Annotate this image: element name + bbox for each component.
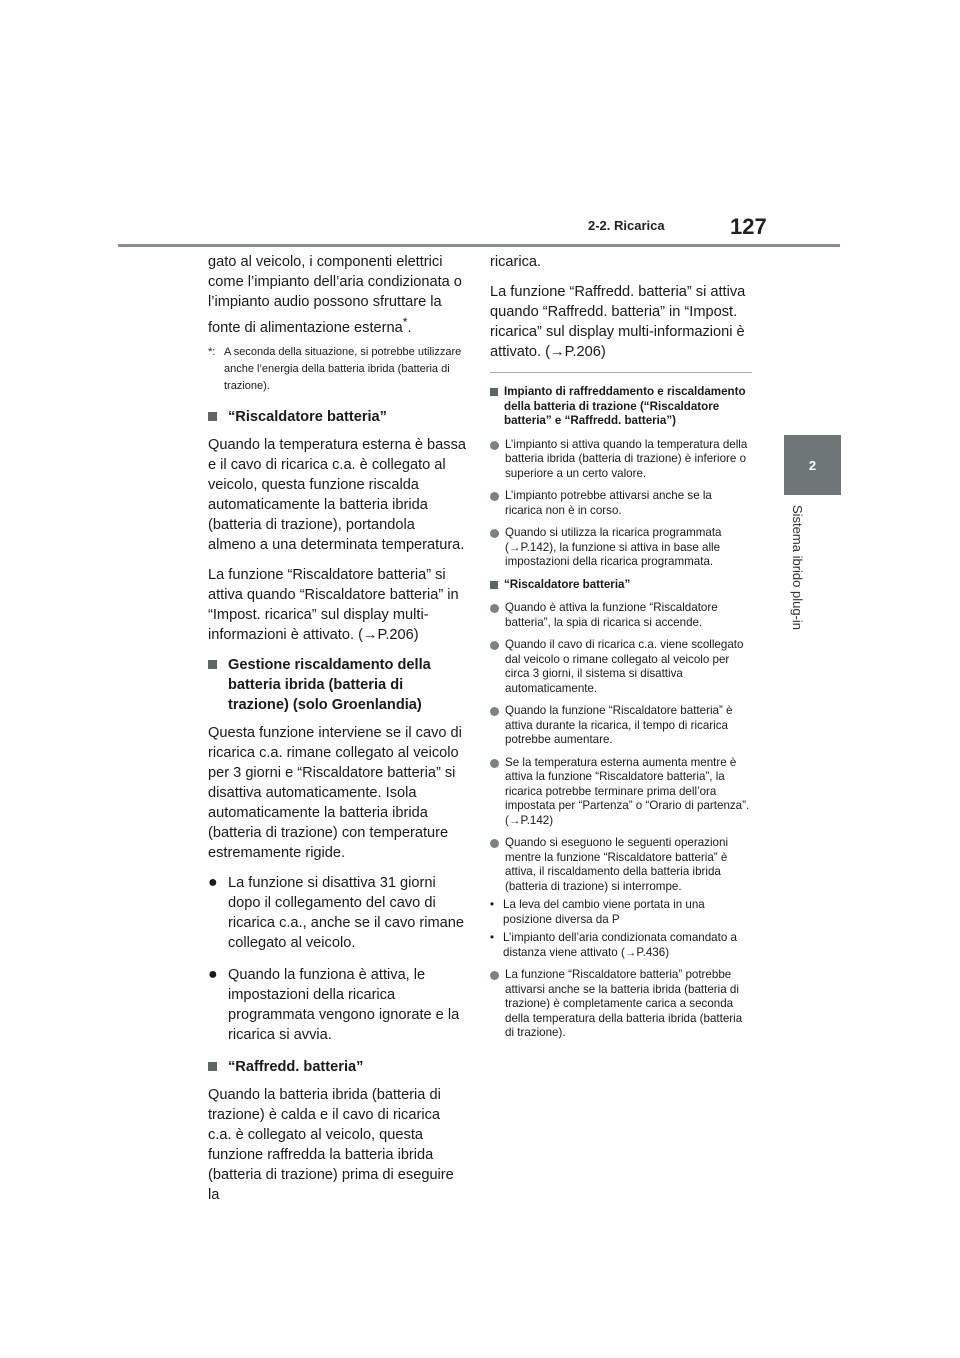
section-title: 2-2. Ricarica xyxy=(588,218,665,233)
circle-bullet-icon xyxy=(490,641,499,650)
square-marker-icon xyxy=(208,1062,217,1071)
list-item: ● La funzione si disattiva 31 giorni dopo il collegamento del cavo di ricarica c.a., anche se il cavo rimane collegato al veicolo. xyxy=(208,873,465,951)
bullet-icon: ● xyxy=(208,873,218,891)
square-marker-icon xyxy=(208,660,217,669)
header-divider xyxy=(118,244,840,247)
info-item: L’impianto potrebbe attivarsi anche se la ricarica non è in corso. xyxy=(490,489,752,518)
circle-bullet-icon xyxy=(490,971,499,980)
circle-bullet-icon xyxy=(490,759,499,768)
square-marker-icon xyxy=(490,581,498,589)
chapter-label: Sistema ibrido plug-in xyxy=(790,505,805,631)
circle-bullet-icon xyxy=(490,441,499,450)
circle-bullet-icon xyxy=(490,529,499,538)
info-item: Quando si utilizza la ricarica programmata (→P.142), la funzione si attiva in base alle impostazioni della ricarica programmata. xyxy=(490,526,752,570)
info-item: Quando è attiva la funzione “Riscaldatore batteria”, la spia di ricarica si accende. xyxy=(490,601,752,630)
dot-bullet-icon: • xyxy=(490,898,495,911)
info-item: L’impianto si attiva quando la temperatura della batteria ibrida (batteria di trazione) è inferiore o superiore a un certo valore. xyxy=(490,438,752,482)
section-heading: “Raffredd. batteria” xyxy=(208,1057,466,1077)
info-item: Se la temperatura esterna aumenta mentre è attiva la funzione “Riscaldatore batteria”, la ricarica potrebbe terminare prima dell’ora impostata per “Partenza” o “Orario di partenza”. (→P.142) xyxy=(490,756,752,829)
square-marker-icon xyxy=(490,388,498,396)
right-column xyxy=(490,252,752,1049)
page-number: 127 xyxy=(730,214,767,239)
left-column xyxy=(208,252,466,1215)
paragraph: gato al veicolo, i componenti elettrici come l’impianto dell’aria condizionata o l’impianto audio possono sfruttare la fonte di alimentazione esterna*. xyxy=(208,254,462,336)
section-heading: Gestione riscaldamento della batteria ibrida (batteria di trazione) (solo Groenlandia) xyxy=(208,655,466,715)
paragraph: La funzione “Riscaldatore batteria” si attiva quando “Riscaldatore batteria” in “Impost. ricarica” sul display multi-informazioni è attivato. (→P.206) xyxy=(208,566,459,643)
info-item: Quando il cavo di ricarica c.a. viene scollegato dal veicolo o rimane collegato al veicolo per circa 3 giorni, il sistema si disattiva automaticamente. xyxy=(490,638,752,696)
paragraph: Quando la temperatura esterna è bassa e il cavo di ricarica c.a. è collegato al veicolo, questa funzione riscalda automaticamente la batteria ibrida (batteria di trazione), portandola almeno a una determinata temperatura. xyxy=(208,436,466,553)
list-item: ● Quando la funziona è attiva, le impostazioni della ricarica programmata vengono ignorate e la ricarica si avvia. xyxy=(208,965,460,1043)
divider xyxy=(490,372,752,373)
info-item: Quando si eseguono le seguenti operazioni mentre la funzione “Riscaldatore batteria” è attiva, il riscaldamento della batteria ibrida (batteria di trazione) si interrompe. xyxy=(490,836,752,894)
sub-item: • L’impianto dell’aria condizionata comandato a distanza viene attivato (→P.436) xyxy=(490,931,737,959)
dot-bullet-icon: • xyxy=(490,931,495,944)
circle-bullet-icon xyxy=(490,707,499,716)
info-item: La funzione “Riscaldatore batteria” potrebbe attivarsi anche se la batteria ibrida (batteria di trazione) è completamente carica a seconda della temperatura della batteria ibrida (batteria di trazione). xyxy=(490,968,752,1041)
info-heading: “Riscaldatore batteria” xyxy=(490,578,752,593)
circle-bullet-icon xyxy=(490,839,499,848)
paragraph: La funzione “Raffredd. batteria” si attiva quando “Raffredd. batteria” in “Impost. ricarica” sul display multi-informazioni è attivato. (→P.206) xyxy=(490,284,746,360)
paragraph: ricarica. xyxy=(490,254,542,270)
circle-bullet-icon xyxy=(490,604,499,613)
info-heading: Impianto di raffreddamento e riscaldamento della batteria di trazione (“Riscaldatore batteria” e “Raffredd. batteria”) xyxy=(490,385,752,429)
square-marker-icon xyxy=(208,412,217,421)
circle-bullet-icon xyxy=(490,492,499,501)
info-item: Quando la funzione “Riscaldatore batteria” è attiva durante la ricarica, il tempo di ricarica potrebbe aumentare. xyxy=(490,704,752,748)
paragraph: Quando la batteria ibrida (batteria di trazione) è calda e il cavo di ricarica c.a. è collegato al veicolo, questa funzione raffredda la batteria ibrida (batteria di trazione) prima di eseguire la xyxy=(208,1086,454,1203)
section-heading: “Riscaldatore batteria” xyxy=(208,407,466,427)
footnote: *: A seconda della situazione, si potrebbe utilizzare anche l’energia della batteria ibrida (batteria di trazione). xyxy=(208,345,462,392)
chapter-tab: 2 xyxy=(784,435,841,495)
sub-item: • La leva del cambio viene portata in una posizione diversa da P xyxy=(490,898,705,926)
bullet-icon: ● xyxy=(208,965,218,983)
paragraph: Questa funzione interviene se il cavo di ricarica c.a. rimane collegato al veicolo per 3 giorni e “Riscaldatore batteria” si disattiva automaticamente. Isola automaticamente la batteria ibrida (batteria di trazione) con temperature estremamente rigide. xyxy=(208,724,462,861)
